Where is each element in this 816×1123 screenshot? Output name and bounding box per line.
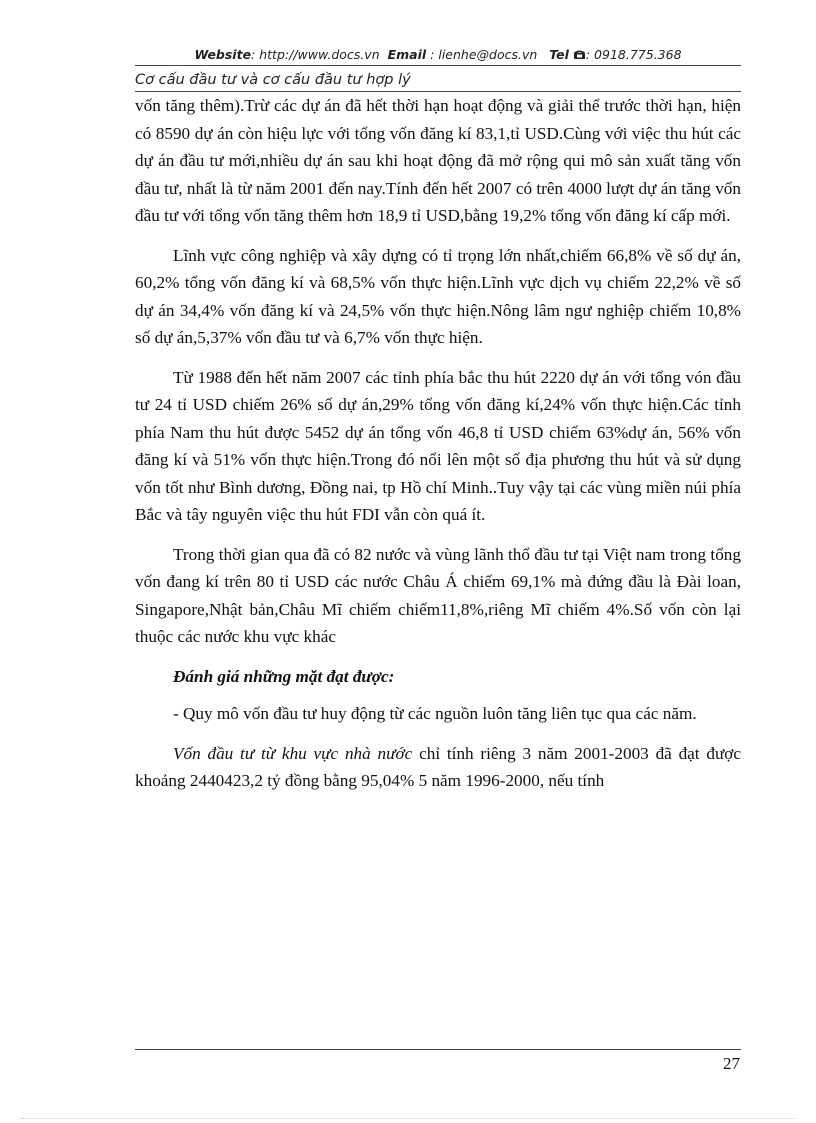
- tel-label: Tel: [549, 47, 569, 62]
- paragraph-3: Từ 1988 đến hết năm 2007 các tỉnh phía bắc thu hút 2220 dự án với tổng vón đầu tư 24 tỉ USD chiếm 26% số dự án,29% tổng vốn đăng kí,24% vốn thực hiện.Các tỉnh phía Nam thu hút được 5452 dự án tổng vốn 46,8 tỉ USD chiếm 63%dự án, 56% vốn đăng kí và 51% vốn thực hiện.Trong đó nổi lên một số địa phương thu hút và sử dụng vốn tốt như Bình dương, Đồng nai, tp Hồ chí Minh..Tuy vậy tại các vùng miền núi phía Bắc và tây nguyên việc thu hút FDI vẫn còn quá ít.: [135, 367, 741, 524]
- header-rule-top: [135, 65, 741, 66]
- website-label: Website: [194, 47, 252, 62]
- paragraph-1: vốn tăng thêm).Trừ các dự án đã hết thời hạn hoạt động và giải thể trước thời hạn, hiện có 8590 dự án còn hiệu lực với tổng vốn đăng kí 83,1,tỉ USD.Cùng với việc thu hút các dự án đầu tư mới,nhiều dự án sau khi hoạt động đã mở rộng qui mô sản xuất tăng vốn đầu tư, nhất là từ năm 2001 đến nay.Tính đến hết 2007 có trên 4000 lượt dự án tăng vốn đầu tư với tổng vốn tăng thêm hơn 18,9 tỉ USD,bằng 19,2% tổng vốn đăng kí cấp mới.: [135, 96, 741, 225]
- email-value: : lienhe@docs.vn: [430, 47, 538, 62]
- document-title: Cơ cấu đầu tư và cơ cấu đầu tư hợp lý: [135, 72, 411, 88]
- tel-value: : 0918.775.368: [585, 47, 682, 62]
- phone-icon: [573, 47, 586, 62]
- page-header-contact: [135, 47, 741, 62]
- paragraph-6-italic: Vốn đầu tư từ khu vực nhà nước: [173, 743, 413, 763]
- paragraph-4: Trong thời gian qua đã có 82 nước và vùng lãnh thổ đầu tư tại Việt nam trong tổng vốn đang kí trên 80 tỉ USD các nước Châu Á chiếm 69,1% mà đứng đầu là Đài loan, Singapore,Nhật bản,Châu Mĩ chiếm chiếm11,8%,riêng Mĩ chiếm 4%.Số vốn còn lại thuộc các nước khu vực khác: [135, 544, 741, 646]
- page-number: 27: [723, 1054, 740, 1073]
- section-heading: Đánh giá những mặt đạt được:: [173, 666, 395, 686]
- website-value: : http://www.docs.vn: [251, 47, 380, 62]
- email-label: Email: [387, 47, 427, 62]
- body-text: [135, 92, 741, 807]
- paragraph-6: [135, 740, 741, 795]
- paragraph-5: - Quy mô vốn đầu tư huy động từ các nguồn luôn tăng liên tục qua các năm.: [173, 704, 697, 723]
- paragraph-2: Lĩnh vực công nghiệp và xây dựng có tỉ trọng lớn nhất,chiếm 66,8% về số dự án, 60,2% tổng vốn đăng kí và 68,5% vốn thực hiện.Lĩnh vực dịch vụ chiếm 22,2% về số dự án 34,4% vốn đăng kí và 24,5% vốn thực hiện.Nông lâm ngư nghiệp chiếm 10,8% số dự án,5,37% vốn đầu tư và 6,7% vốn thực hiện.: [135, 245, 741, 347]
- page-edge-divider: [20, 1118, 796, 1119]
- footer-rule: [135, 1049, 741, 1050]
- paragraph-6-rest: chỉ tính riêng 3 năm 2001-2003 đã đạt được khoảng 2440423,2 tỷ đồng bằng 95,04% 5 năm 1996-2000, nếu tính: [135, 743, 741, 790]
